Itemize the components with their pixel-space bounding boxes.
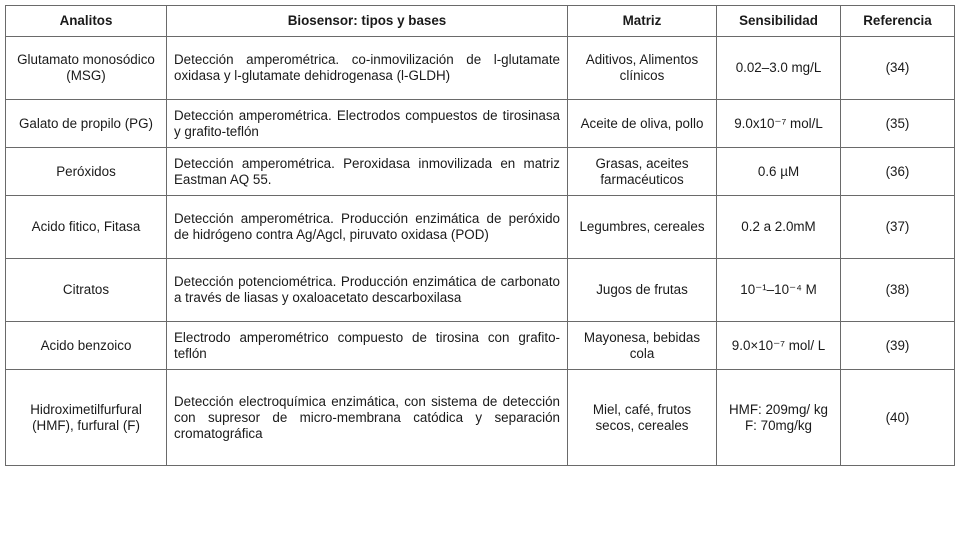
cell-referencia: (34) — [841, 37, 955, 100]
cell-sensibilidad: 0.2 a 2.0mM — [717, 196, 841, 259]
cell-referencia: (37) — [841, 196, 955, 259]
cell-sensibilidad: 0.02–3.0 mg/L — [717, 37, 841, 100]
table-row — [6, 370, 955, 466]
cell-referencia: (35) — [841, 100, 955, 148]
cell-analito: Acido benzoico — [6, 322, 167, 370]
table-row — [6, 196, 955, 259]
biosensor-table — [5, 5, 955, 466]
header-analitos: Analitos — [6, 6, 167, 37]
table-row — [6, 322, 955, 370]
cell-matriz: Aditivos, Alimentos clínicos — [568, 37, 717, 100]
cell-matriz: Aceite de oliva, pollo — [568, 100, 717, 148]
table-row — [6, 148, 955, 196]
cell-analito: Peróxidos — [6, 148, 167, 196]
cell-referencia: (36) — [841, 148, 955, 196]
cell-biosensor: Detección amperométrica. Electrodos compuestos de tirosinasa y grafito-teflón — [167, 100, 568, 148]
cell-biosensor: Detección amperométrica. Peroxidasa inmovilizada en matriz Eastman AQ 55. — [167, 148, 568, 196]
table-row — [6, 259, 955, 322]
header-sensibilidad: Sensibilidad — [717, 6, 841, 37]
cell-analito: Hidroximetilfurfural (HMF), furfural (F) — [6, 370, 167, 466]
cell-analito: Citratos — [6, 259, 167, 322]
cell-matriz: Legumbres, cereales — [568, 196, 717, 259]
cell-biosensor: Detección potenciométrica. Producción enzimática de carbonato a través de liasas y oxaloacetato descarboxilasa — [167, 259, 568, 322]
cell-sensibilidad: 9.0×10⁻⁷ mol/ L — [717, 322, 841, 370]
cell-sensibilidad: 9.0x10⁻⁷ mol/L — [717, 100, 841, 148]
cell-sensibilidad: HMF: 209mg/ kg F: 70mg/kg — [717, 370, 841, 466]
cell-matriz: Jugos de frutas — [568, 259, 717, 322]
header-matriz: Matriz — [568, 6, 717, 37]
cell-analito: Acido fitico, Fitasa — [6, 196, 167, 259]
cell-biosensor: Electrodo amperométrico compuesto de tirosina con grafito-teflón — [167, 322, 568, 370]
header-row — [6, 6, 955, 37]
cell-referencia: (39) — [841, 322, 955, 370]
header-referencia: Referencia — [841, 6, 955, 37]
cell-biosensor: Detección electroquímica enzimática, con sistema de detección con supresor de micro-membrana catódica y separación cromatográfica — [167, 370, 568, 466]
cell-sensibilidad: 0.6 µM — [717, 148, 841, 196]
cell-matriz: Mayonesa, bebidas cola — [568, 322, 717, 370]
table-row — [6, 37, 955, 100]
cell-referencia: (38) — [841, 259, 955, 322]
cell-biosensor: Detección amperométrica. Producción enzimática de peróxido de hidrógeno contra Ag/Agcl, piruvato oxidasa (POD) — [167, 196, 568, 259]
table-row — [6, 100, 955, 148]
cell-analito: Glutamato monosódico (MSG) — [6, 37, 167, 100]
cell-biosensor: Detección amperométrica. co-inmovilización de l-glutamate oxidasa y l-glutamate dehidrogenasa (l-GLDH) — [167, 37, 568, 100]
cell-matriz: Grasas, aceites farmacéuticos — [568, 148, 717, 196]
cell-analito: Galato de propilo (PG) — [6, 100, 167, 148]
cell-referencia: (40) — [841, 370, 955, 466]
cell-sensibilidad: 10⁻¹–10⁻⁴ M — [717, 259, 841, 322]
header-biosensor: Biosensor: tipos y bases — [167, 6, 568, 37]
cell-matriz: Miel, café, frutos secos, cereales — [568, 370, 717, 466]
